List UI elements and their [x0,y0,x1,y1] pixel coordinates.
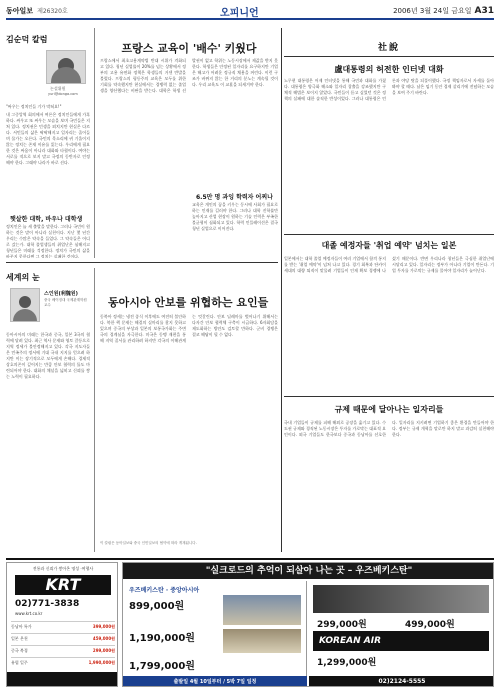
ad-banner: "실크로드의 추억이 되살아 나는 곳 – 우즈베키스탄" [123,563,494,579]
item-price: 299,000원 [92,648,115,653]
editorial-top-rule [284,56,494,57]
editorial-divider-1 [284,234,494,235]
column-kim [6,28,90,258]
column-lead: "싸우는 정치인들 기가 막혀요!" [6,104,62,109]
ad-photo-2 [223,629,301,653]
editorial-headline-1: 盧대통령의 허전한 인터넷 대화 [334,65,444,74]
section-title: 오피니언 [220,8,259,19]
article-footnote: 이 칼럼은 동아일보와 중국 인민일보의 협약에 따라 게재됩니다. [100,541,197,545]
ad-ka-phone: 02)2124-5555 [309,676,494,687]
article-subhead: 6.5만 명 과잉 학력자 어찌나 [196,194,273,201]
column-kicker: 김순덕 칼럼 [6,35,48,44]
ad-silkroad[interactable] [122,562,494,687]
editorial-divider-2 [284,396,494,397]
editorial-headline-3: 규제 때문에 달아나는 일자리들 [334,405,444,414]
author-name-2: 스인원(利魏원) [44,291,78,297]
article-asia [100,268,278,558]
section-divider [6,262,278,263]
item-price: 399,000원 [92,624,115,629]
author-title-2: 중국 베이징대 국제관계학원 교수 [44,298,87,307]
ad-krt-item [11,645,115,653]
author-photo [46,50,86,84]
ad-middle-footer: 출발일 4월 10일부터 / 5박 7일 일정 [123,676,307,687]
ad-krt-item [11,633,115,641]
edition-number: 제26320호 [37,8,68,15]
ad-korean-air [309,581,494,687]
ad-krt-footer [7,672,118,686]
ad-price-1: 899,000원 [129,601,185,612]
ad-price-2: 1,190,000원 [129,633,195,644]
column-kicker-2: 세계의 눈 [6,273,40,282]
ad-middle-title: 우즈베키스탄 · 중앙아시아 [129,587,200,594]
ad-krt-url: www.krt.co.kr [15,611,43,616]
column-rule-2 [94,268,95,552]
ad-krt[interactable] [6,562,118,687]
column-body-3: 동아시아의 미래는 한국과 중국, 일본 3국의 협력에 달려 있다. 최근 역사 문제와 영토 갈등으로 지역 정세가 불안정해지고 있다. 각국 지도자들은 민족주의 정서에 기대 국내 지지를 얻으려 하지만 이는 장기적으로 모두에게 손해다. 경제적 상호의존이 깊어지는 만큼 안보 협력의 틀도 마련되어야 한다. 대화의 채널을 넓히고 신뢰를 쌓는 노력이 필요하다. [6,332,90,379]
masthead [6,4,494,20]
editorial-body-2: 일본에서는 대학 졸업 예정자들이 여러 기업에서 합격 통지를 받는 '취업 예약'이 넘쳐 나고 있다. 경기 회복과 단카이 세대의 대량 퇴직이 맞물려 기업들이 인재 확보 경쟁에 나섰기 때문이다. 반면 우리나라 청년들은 극심한 취업난에 시달리고 있다. 일자리는 정부가 아니라 기업이 만든다. 기업 투자를 가로막는 규제를 풀어야 일자리가 늘어난다. [284,256,494,273]
column-body-2: 정치인은 늘 새 출발을 말한다. 그러나 국민이 원하는 것은 말이 아니라 실천이다. 지난 몇 년간 우리는 수많은 약속을 들었다. 그 약속들은 어디로 갔는가. 대학 졸업생들의 취업난은 심해지고 청년들은 미래를 걱정한다. 정치가 국민의 삶을 바꾸지 못한다면 그 정치는 실패한 것이다. [6,224,90,258]
ad-krt-items [11,621,115,665]
paper-title: 동아일보 [6,7,34,15]
editorial-label: 社說 [378,43,401,53]
editorial-section [284,28,494,552]
item-name: 유럽 일주 [11,660,28,665]
author-title: 논설위원 [50,86,66,91]
ad-price-3: 1,799,000원 [129,661,195,672]
editorial-headline-2: 대졸 예정자들 '취업 예약' 넘치는 일본 [321,241,457,250]
article-body: 프랑스에서 최초고용계약법 반대 시위가 격화되고 있다. 청년 실업률이 20%를 넘는 상황에서 정부의 고용 유연화 정책은 학생들의 거센 반발을 불렀다. 프랑스의 평등주의 교육은 모두를 위한 기회를 약속했지만 현실에서는 경쟁력 없는 졸업생을 양산했다는 비판을 받는다. 대학은 학생 선발권이 없고 학위는 노동시장에서 제값을 받지 못한다. 학생들은 안정된 일자리를 요구하지만 기업은 해고가 어려운 정규직 채용을 꺼린다. 이런 구조가 바뀌지 않는 한 거리의 분노는 계속될 것이다. 우리 교육도 이 교훈을 되새겨야 한다. [100,58,278,93]
article-headline: 프랑스 교육이 '배수' 키웠다 [121,42,257,55]
article-headline-2: 동아시아 안보를 위협하는 요인들 [108,296,269,309]
date-and-page [393,6,494,16]
item-name: 동남아 특가 [11,624,32,629]
article-france [100,28,278,258]
ad-photo-1 [223,595,301,625]
column-world [6,268,90,558]
ad-krt-item [11,657,115,665]
item-price: 1,990,000원 [88,660,115,665]
ad-ka-price-2: 499,000원 [405,620,455,630]
author-photo-2 [10,288,40,322]
page-number: A31 [474,6,494,16]
editorial-body-1: 노무현 대통령은 어제 인터넷을 통해 국민과 대화를 가졌다. 대통령은 양극화 해소와 일자리 창출을 강조했지만 구체적 해법은 보이지 않았다. 국민들이 듣고 싶었던 것은 정책의 실패에 대한 솔직한 반성이었다. 그러나 대통령은 언론과 야당 탓을 되풀이했다. 국정 책임자로서 자세를 돌아봐야 할 때다. 남은 임기 동안 경제 살리기에 전념하는 모습을 보여 주기 바란다. [284,78,494,101]
ad-photo-3 [313,585,489,613]
paper-name [6,6,68,16]
column-subhead: 햇살한 대학, 바우나 대학생 [10,216,83,223]
ad-krt-tagline: 전통과 신뢰가 쌓아온 명성 ·여행사 [32,566,94,571]
article-body-3: 동북아 정세는 냉전 종식 이후에도 여전히 불안하다. 북한 핵 문제는 해결의 실마리를 찾지 못하고 있으며 중국의 부상과 일본의 보통국가화는 주변국의 경계심을 자극한다. 미국은 동맹 재편을 통해 지역 질서를 관리하려 하지만 각국의 이해관계는 엇갈린다. 안보 딜레마를 벗어나기 위해서는 다자간 안보 협력체 구축이 시급하다. 6자회담을 제도화하는 방안도 검토할 만하다. 군비 경쟁은 결코 해답이 될 수 없다. [100,314,278,343]
ad-ka-price-1: 299,000원 [317,620,367,630]
ad-middle-panel [123,581,307,687]
ad-ka-logo: KOREAN AIR [313,631,489,651]
editorial-rule [281,28,282,552]
ad-ka-price-3: 1,299,000원 [317,658,377,668]
ad-divider [6,558,494,560]
item-price: 459,000원 [92,636,115,641]
item-name: 중국 북경 [11,648,28,653]
ad-krt-phone: 02)771-3838 [15,599,80,609]
editorial-body-3: 국내 기업들이 규제를 피해 해외로 공장을 옮기고 있다. 수도권 규제와 경직된 노동시장은 투자를 가로막는 대표적 요인이다. 외국 기업들도 한국보다 중국과 동남아를 선호한다. 일자리를 지키려면 기업하기 좋은 환경을 만들어야 한다. 정부는 규제 개혁을 말로만 하지 말고 과감히 실천해야 한다. [284,420,494,437]
item-name: 일본 온천 [11,636,28,641]
ad-krt-item [11,621,115,629]
author-email: yuri@donga.com [48,92,78,96]
article-body-2: 교육은 개인의 꿈을 키우는 동시에 사회가 필요로 하는 인재를 길러야 한다. 그러나 대학 진학률만 높아지고 산업 현장이 원하는 기술 인력은 부족한 불균형이 심화되고 있다. 학력 인플레이션은 결국 청년 실업으로 이어진다. [192,202,278,231]
ad-krt-logo: KRT [15,575,111,595]
column-rule [94,28,95,258]
issue-date: 2006년 3월 24일 금요일 [393,7,472,15]
column-body: 내 그중앙역 회의에서 여론은 정치인들에게 가혹하다. 싸우고 또 싸우는 모습을 보며 국민들은 지쳐 있다. 정치권은 민생을 외치지만 현실은 다르다. 서민들의 삶은 팍팍해지고 일자리는 줄어들며 물가는 오른다. 국민의 목소리에 귀 기울이지 않는 정치는 존재 이유를 잃는다. 우리에게 필요한 것은 싸움이 아니라 대화와 타협이다. 여야는 서로를 적으로 보지 말고 국정의 동반자로 인정해야 한다. 그래야 나라가 바로 선다. [6,112,90,165]
